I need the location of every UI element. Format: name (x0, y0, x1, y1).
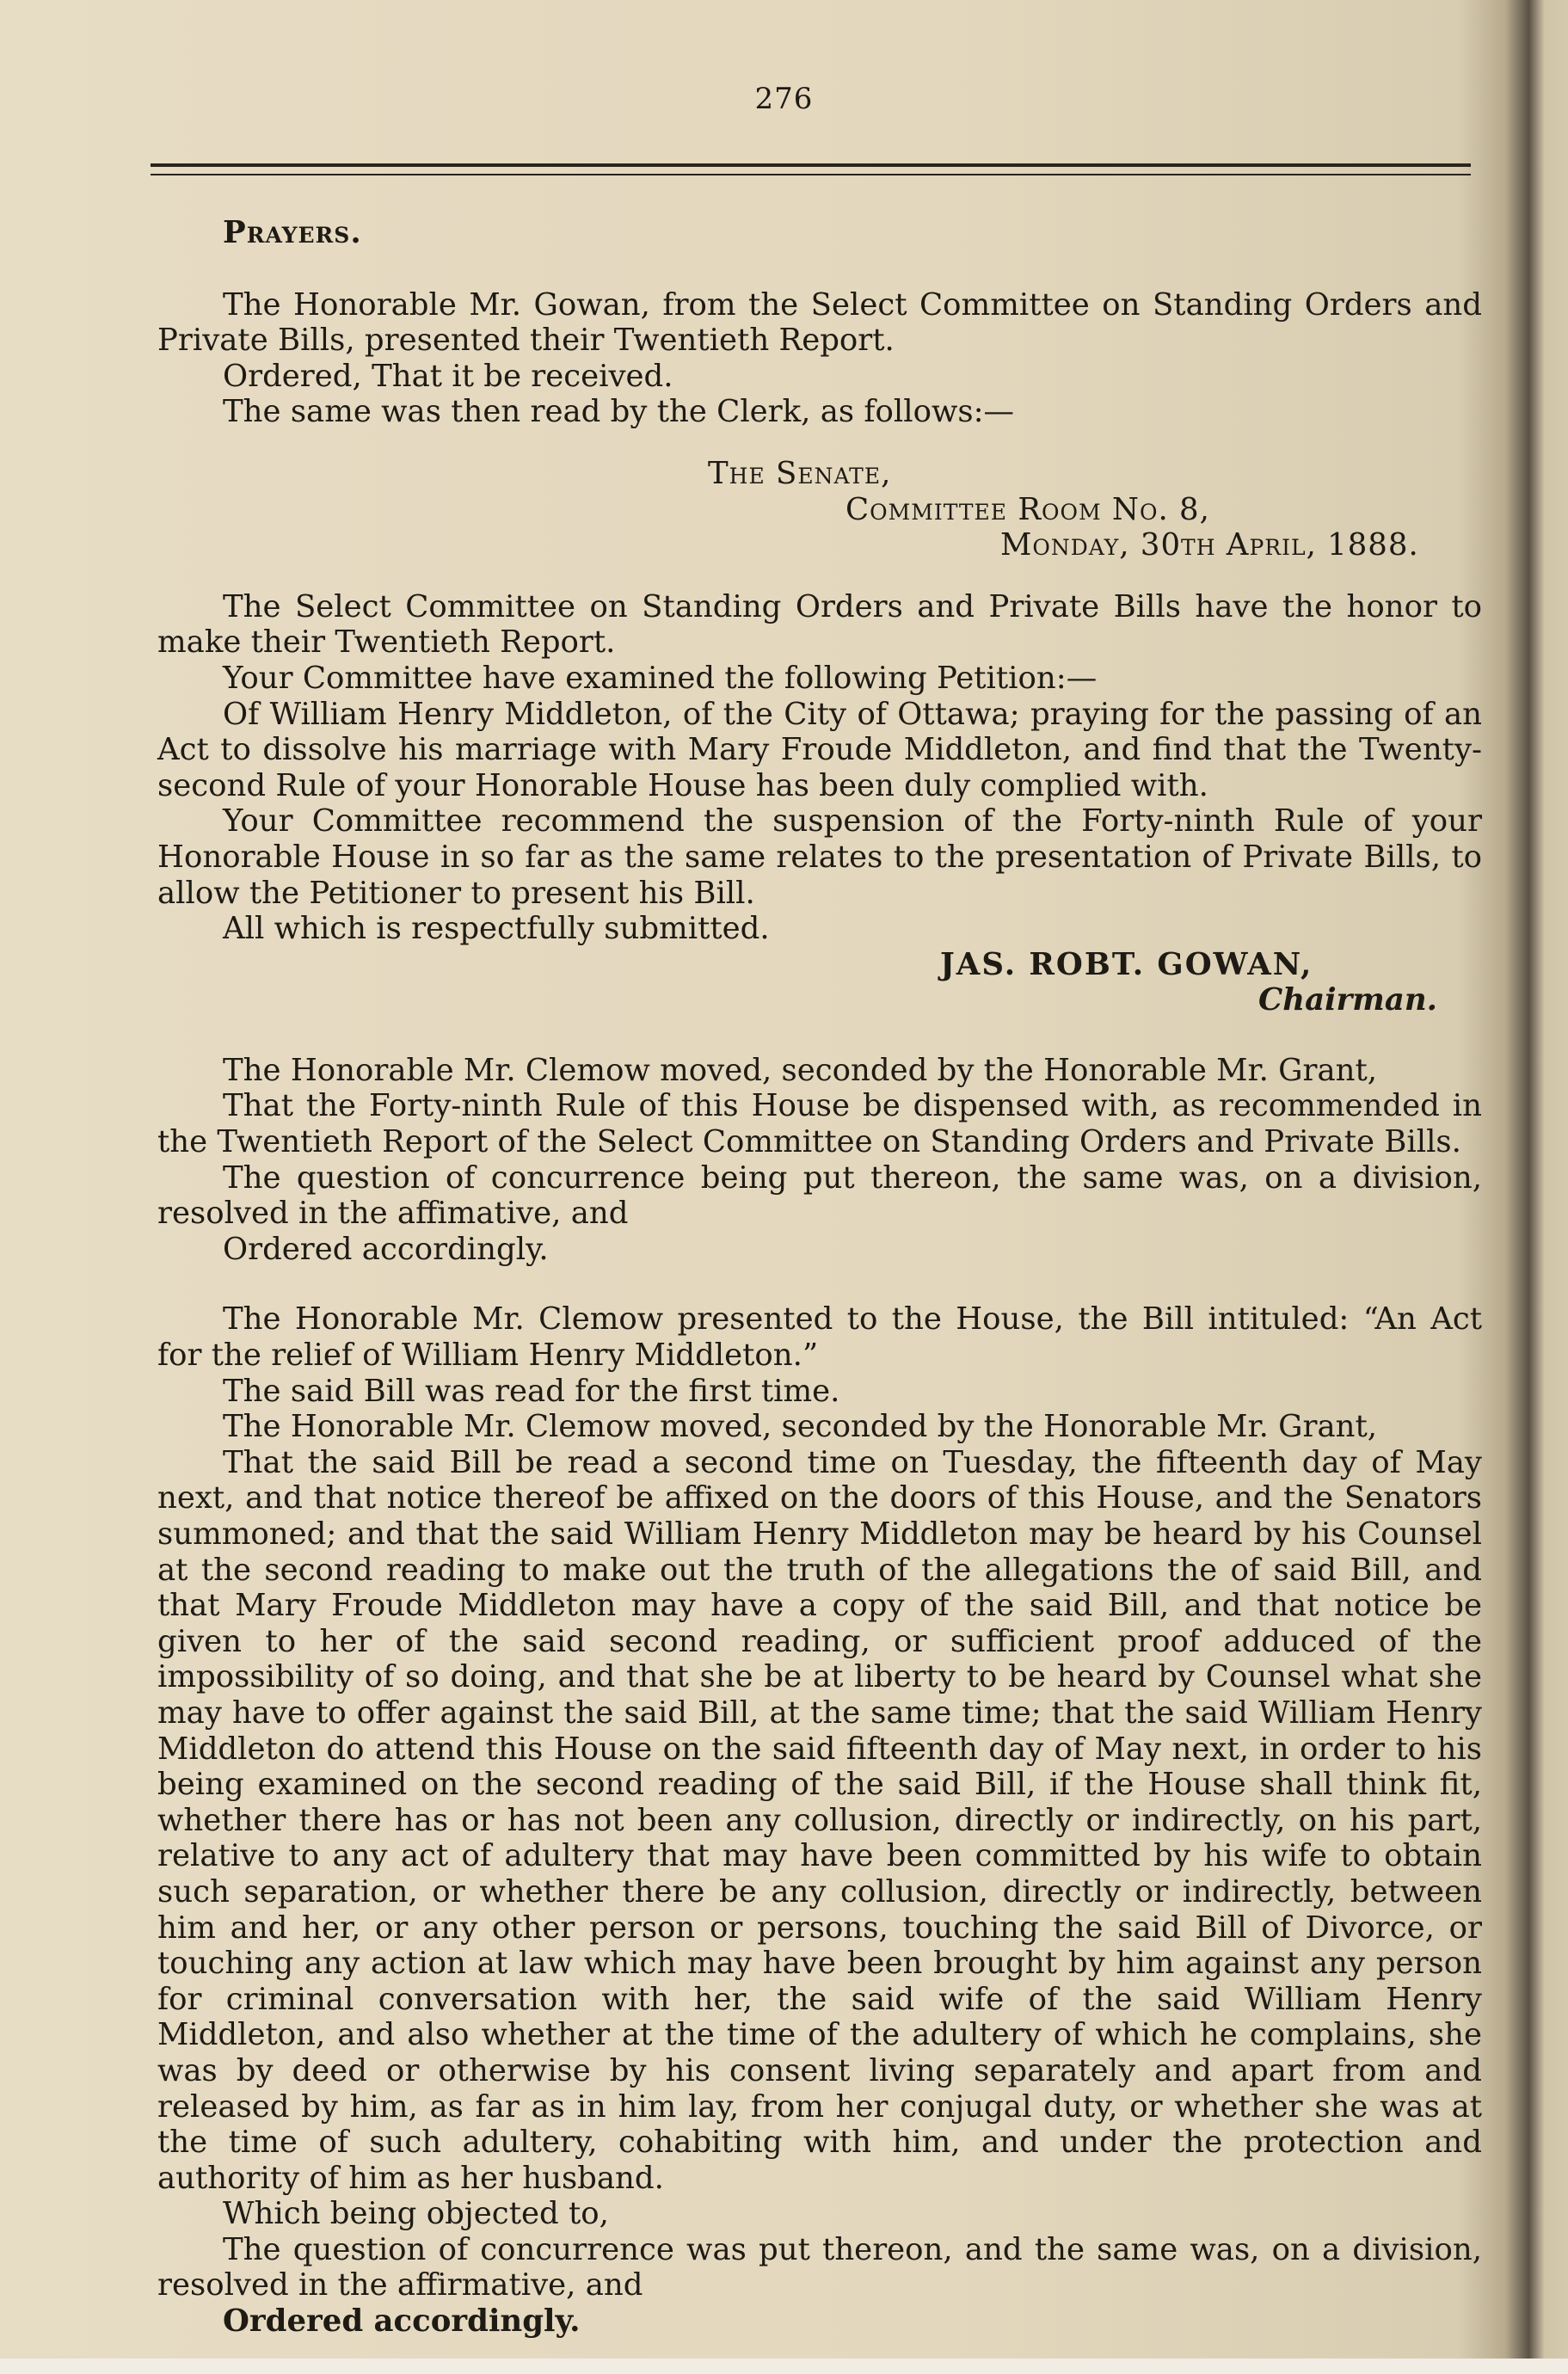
report-paragraph: Your Committee recommend the suspension of the Forty-ninth Rule of your Honorable House in so far as the same relates to the presentation of Private Bills, to allow the Petitioner to present his Bill. (157, 803, 1482, 911)
motion-paragraph: That the Forty-ninth Rule of this House be dispensed with, as recommended in the Twentieth Report of the Select Committee on Standing Orders and Private Bills. (157, 1088, 1482, 1160)
bill-paragraph: The said Bill was read for the first time. (223, 1373, 840, 1409)
header-rule (151, 163, 1471, 175)
paragraph: The same was then read by the Clerk, as follows:— (223, 394, 1015, 430)
scan-bottom-edge (0, 2359, 1568, 2374)
report-paragraph: All which is respectfully submitted. (223, 911, 770, 947)
report-paragraph: Of William Henry Middleton, of the City of Ottawa; praying for the passing of an Act to dissolve his marriage with Mary Froude Middleton, and find that the Twenty-second Rule of your Honorable House has been duly complied with. (157, 696, 1482, 803)
signature-name: JAS. ROBT. GOWAN, (940, 946, 1313, 982)
motion-paragraph: The question of concurrence being put thereon, the same was, on a division, resolved in the affimative, and (157, 1159, 1482, 1232)
bill-paragraph: That the said Bill be read a second time on Tuesday, the fifteenth day of May next, and that notice thereof be affixed on the doors of this House, and the Senators summoned; and that the said William Henry Middleton may be heard by his Counsel at the second reading to make out the truth of the allegations the of said Bill, and that Mary Froude Middleton may have a copy of the said Bill, and that notice be given to her of the said second reading, or sufficient proof adduced of the impossibility of so doing, and that she be at liberty to be heard by Counsel what she may have to offer against the said Bill, at the same time; that the said William Henry Middleton do attend this House on the said fifteenth day of May next, in order to his being examined on the second reading of the said Bill, if the House shall think fit, whether there has or has not been any collusion, directly or indirectly, on his part, relative to any act of adultery that may have been committed by his wife to obtain such separation, or whether there be any collusion, directly or indirectly, between him and her, or any other person or persons, touching the said Bill of Divorce, or touching any action at law which may have been brought by him against any person for criminal conversation with her, the said wife of the said William Henry Middleton, and also whether at the time of the adultery of which he complains, she was by deed or otherwise by his consent living separately and apart from and released by him, as far as in him lay, from her conjugal duty, or whether she was at the time of such adultery, cohabiting with him, and under the protection and authority of him as her husband. (157, 1444, 1482, 2196)
report-address-line: Committee Room No. 8, (845, 491, 1210, 527)
bill-paragraph: The Honorable Mr. Clemow moved, seconded by the Honorable Mr. Grant, (223, 1409, 1378, 1445)
bill-paragraph: The Honorable Mr. Clemow presented to the House, the Bill intituled: “An Act for the relief of William Henry Middleton.” (157, 1301, 1482, 1374)
motion-paragraph: The Honorable Mr. Clemow moved, seconded by the Honorable Mr. Grant, (223, 1052, 1378, 1088)
report-paragraph: The Select Committee on Standing Orders and Private Bills have the honor to make their Twentieth Report. (157, 588, 1482, 661)
bill-paragraph: The question of concurrence was put thereon, and the same was, on a division, resolved in the affirmative, and (157, 2231, 1482, 2303)
report-date-line: Monday, 30th April, 1888. (1000, 527, 1419, 563)
page-number: 276 (754, 82, 814, 116)
signature-title: Chairman. (1258, 982, 1437, 1018)
motion-paragraph: Ordered accordingly. (223, 1231, 549, 1267)
bill-paragraph: Which being objected to, (223, 2196, 609, 2232)
report-address-line: The Senate, (708, 455, 892, 491)
paragraph: Ordered, That it be received. (223, 358, 673, 394)
section-heading: Prayers. (223, 215, 362, 250)
page-content (157, 215, 1482, 2340)
paragraph: The Honorable Mr. Gowan, from the Select Committee on Standing Orders and Private Bills, presented their Twentieth Report. (157, 286, 1482, 359)
bill-paragraph: Ordered accordingly. (223, 2303, 581, 2340)
report-paragraph: Your Committee have examined the following Petition:— (223, 660, 1098, 696)
